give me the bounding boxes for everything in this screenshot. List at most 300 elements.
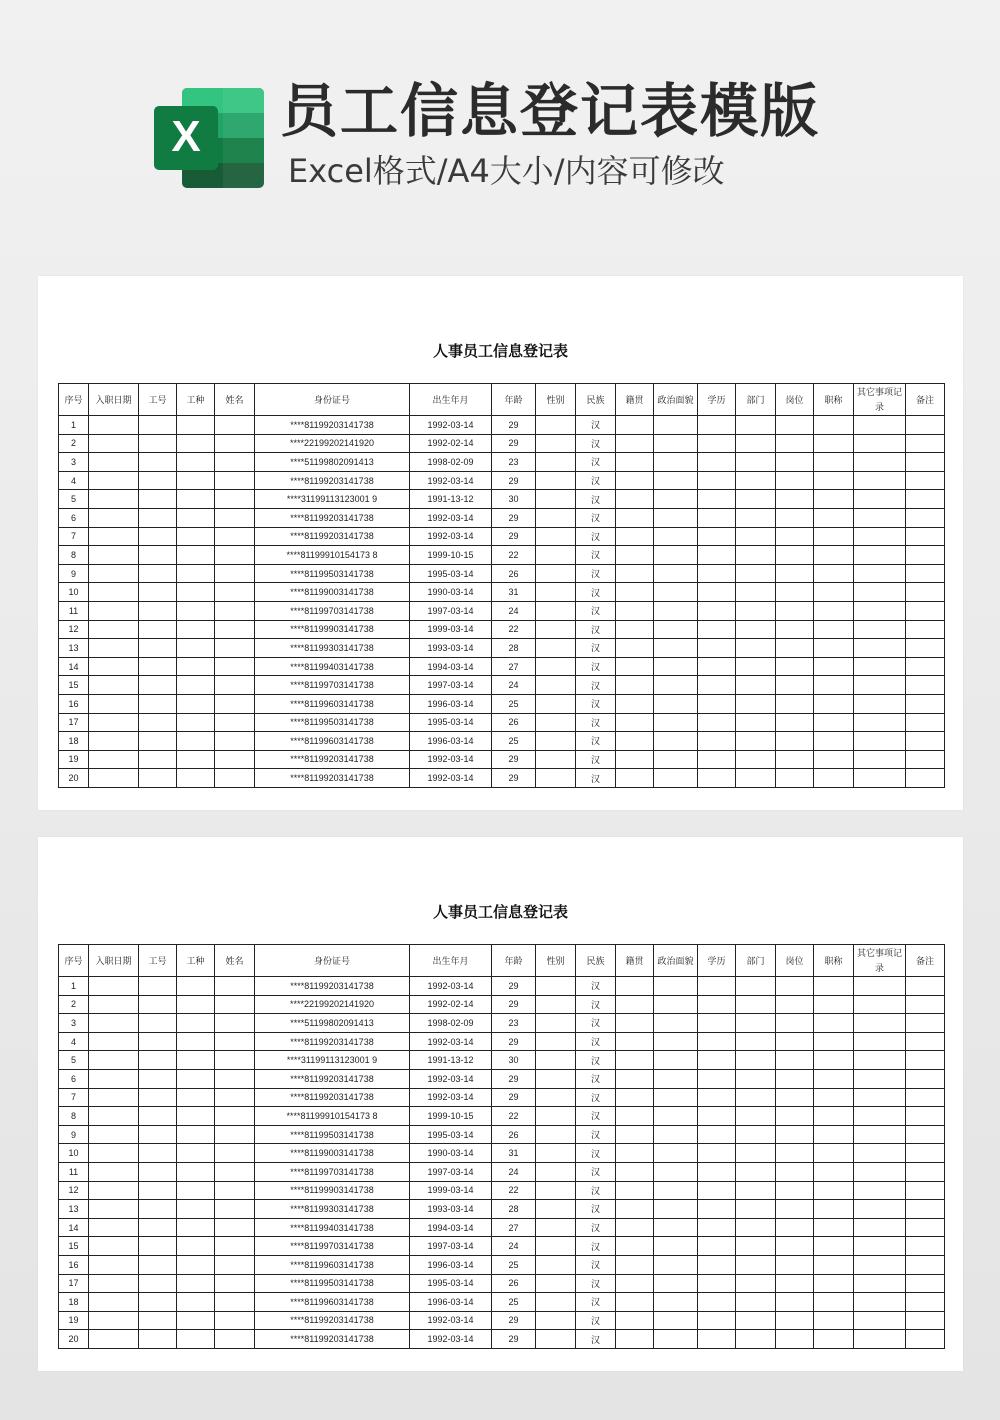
table-cell[interactable]: ****81199703141738 — [255, 676, 410, 695]
table-cell[interactable] — [616, 1237, 654, 1256]
table-cell[interactable] — [776, 1218, 814, 1237]
table-cell[interactable] — [654, 1274, 698, 1293]
table-cell[interactable] — [215, 1125, 255, 1144]
table-cell[interactable] — [906, 471, 945, 490]
table-cell[interactable]: 29 — [492, 508, 536, 527]
table-cell[interactable]: 汉 — [576, 1200, 616, 1219]
table-cell[interactable]: 19 — [59, 1311, 89, 1330]
table-cell[interactable] — [776, 1162, 814, 1181]
table-cell[interactable]: 1992-02-14 — [410, 434, 492, 453]
table-cell[interactable]: 24 — [492, 1237, 536, 1256]
table-cell[interactable] — [776, 995, 814, 1014]
table-cell[interactable] — [536, 1162, 576, 1181]
table-cell[interactable] — [814, 1125, 854, 1144]
table-cell[interactable]: 13 — [59, 1200, 89, 1219]
table-cell[interactable] — [616, 1181, 654, 1200]
table-cell[interactable] — [776, 750, 814, 769]
table-cell[interactable]: ****81199503141738 — [255, 1125, 410, 1144]
table-cell[interactable]: 26 — [492, 713, 536, 732]
table-cell[interactable] — [139, 546, 177, 565]
table-cell[interactable]: 9 — [59, 564, 89, 583]
table-cell[interactable]: 1990-03-14 — [410, 1144, 492, 1163]
table-cell[interactable] — [177, 657, 215, 676]
table-cell[interactable] — [814, 546, 854, 565]
table-cell[interactable] — [736, 1125, 776, 1144]
table-cell[interactable]: ****81199503141738 — [255, 564, 410, 583]
table-cell[interactable] — [736, 601, 776, 620]
table-cell[interactable]: 汉 — [576, 1293, 616, 1312]
table-cell[interactable] — [906, 657, 945, 676]
table-cell[interactable]: 22 — [492, 546, 536, 565]
table-cell[interactable]: 1994-03-14 — [410, 1218, 492, 1237]
table-cell[interactable]: 1996-03-14 — [410, 1293, 492, 1312]
table-cell[interactable] — [616, 1051, 654, 1070]
table-cell[interactable] — [177, 1051, 215, 1070]
table-cell[interactable] — [814, 1088, 854, 1107]
table-cell[interactable]: 1992-03-14 — [410, 1311, 492, 1330]
table-cell[interactable] — [906, 583, 945, 602]
table-cell[interactable]: 30 — [492, 490, 536, 509]
table-cell[interactable] — [736, 471, 776, 490]
table-cell[interactable] — [698, 564, 736, 583]
table-cell[interactable] — [215, 1200, 255, 1219]
table-cell[interactable] — [854, 527, 906, 546]
table-cell[interactable] — [89, 508, 139, 527]
table-cell[interactable]: ****81199203141738 — [255, 977, 410, 996]
table-cell[interactable] — [89, 977, 139, 996]
table-cell[interactable] — [906, 416, 945, 435]
table-cell[interactable] — [536, 995, 576, 1014]
table-cell[interactable]: 16 — [59, 694, 89, 713]
table-cell[interactable] — [854, 1218, 906, 1237]
table-cell[interactable] — [536, 1069, 576, 1088]
table-cell[interactable]: 8 — [59, 1107, 89, 1126]
table-cell[interactable] — [215, 416, 255, 435]
table-cell[interactable] — [536, 583, 576, 602]
table-cell[interactable] — [177, 1293, 215, 1312]
table-cell[interactable] — [906, 713, 945, 732]
table-cell[interactable] — [215, 1237, 255, 1256]
table-cell[interactable] — [854, 1255, 906, 1274]
table-cell[interactable] — [736, 1293, 776, 1312]
table-cell[interactable]: ****81199203141738 — [255, 750, 410, 769]
table-cell[interactable] — [776, 676, 814, 695]
table-cell[interactable]: 1998-02-09 — [410, 453, 492, 472]
table-cell[interactable] — [139, 1162, 177, 1181]
table-cell[interactable] — [698, 490, 736, 509]
table-cell[interactable]: 汉 — [576, 1032, 616, 1051]
table-cell[interactable] — [906, 732, 945, 751]
table-cell[interactable] — [906, 1107, 945, 1126]
table-cell[interactable] — [89, 1014, 139, 1033]
table-cell[interactable] — [536, 1330, 576, 1349]
table-cell[interactable]: 汉 — [576, 583, 616, 602]
table-cell[interactable]: 29 — [492, 416, 536, 435]
table-cell[interactable]: 汉 — [576, 471, 616, 490]
table-cell[interactable]: 18 — [59, 732, 89, 751]
table-cell[interactable] — [698, 508, 736, 527]
table-cell[interactable] — [177, 471, 215, 490]
table-cell[interactable]: 1992-03-14 — [410, 1330, 492, 1349]
table-cell[interactable] — [616, 1218, 654, 1237]
table-cell[interactable]: 9 — [59, 1125, 89, 1144]
table-cell[interactable] — [177, 713, 215, 732]
table-cell[interactable] — [698, 1293, 736, 1312]
table-cell[interactable]: 29 — [492, 471, 536, 490]
table-cell[interactable] — [616, 694, 654, 713]
table-cell[interactable]: ****81199203141738 — [255, 769, 410, 788]
table-cell[interactable] — [89, 713, 139, 732]
table-cell[interactable] — [139, 490, 177, 509]
table-cell[interactable] — [616, 1088, 654, 1107]
table-cell[interactable] — [215, 1181, 255, 1200]
table-cell[interactable] — [654, 1181, 698, 1200]
table-cell[interactable]: 7 — [59, 1088, 89, 1107]
table-cell[interactable] — [736, 1237, 776, 1256]
table-cell[interactable] — [698, 434, 736, 453]
table-cell[interactable] — [215, 1107, 255, 1126]
table-cell[interactable]: 汉 — [576, 977, 616, 996]
table-cell[interactable] — [654, 1051, 698, 1070]
table-cell[interactable]: 汉 — [576, 527, 616, 546]
table-cell[interactable] — [654, 508, 698, 527]
table-cell[interactable] — [736, 1051, 776, 1070]
table-cell[interactable]: 1 — [59, 977, 89, 996]
table-cell[interactable] — [89, 453, 139, 472]
table-cell[interactable]: 汉 — [576, 620, 616, 639]
table-cell[interactable] — [616, 995, 654, 1014]
table-cell[interactable]: 汉 — [576, 453, 616, 472]
table-cell[interactable] — [616, 657, 654, 676]
table-cell[interactable] — [215, 620, 255, 639]
table-cell[interactable] — [536, 1107, 576, 1126]
table-cell[interactable]: 1999-03-14 — [410, 1181, 492, 1200]
table-cell[interactable] — [736, 750, 776, 769]
table-cell[interactable] — [698, 527, 736, 546]
table-cell[interactable] — [698, 769, 736, 788]
table-cell[interactable] — [854, 769, 906, 788]
table-cell[interactable]: ****51199802091413 — [255, 453, 410, 472]
table-cell[interactable] — [215, 977, 255, 996]
table-cell[interactable] — [776, 490, 814, 509]
table-cell[interactable] — [177, 639, 215, 658]
table-cell[interactable] — [698, 1311, 736, 1330]
table-cell[interactable] — [776, 1125, 814, 1144]
table-cell[interactable] — [616, 527, 654, 546]
table-cell[interactable]: 25 — [492, 694, 536, 713]
table-cell[interactable]: ****81199303141738 — [255, 1200, 410, 1219]
table-cell[interactable]: 汉 — [576, 676, 616, 695]
table-cell[interactable] — [698, 1162, 736, 1181]
table-cell[interactable]: ****81199703141738 — [255, 1237, 410, 1256]
table-cell[interactable] — [616, 1200, 654, 1219]
table-cell[interactable] — [854, 601, 906, 620]
table-cell[interactable] — [177, 769, 215, 788]
table-cell[interactable]: 1992-03-14 — [410, 1069, 492, 1088]
table-cell[interactable] — [906, 1293, 945, 1312]
table-cell[interactable] — [698, 1032, 736, 1051]
table-cell[interactable] — [616, 1107, 654, 1126]
table-cell[interactable] — [906, 1237, 945, 1256]
table-cell[interactable] — [736, 1255, 776, 1274]
table-cell[interactable] — [654, 639, 698, 658]
table-cell[interactable] — [215, 527, 255, 546]
table-cell[interactable] — [139, 995, 177, 1014]
table-cell[interactable] — [536, 471, 576, 490]
table-cell[interactable] — [177, 1200, 215, 1219]
table-cell[interactable] — [654, 694, 698, 713]
table-cell[interactable] — [814, 977, 854, 996]
table-cell[interactable] — [177, 1311, 215, 1330]
table-cell[interactable] — [177, 1330, 215, 1349]
table-cell[interactable] — [698, 750, 736, 769]
table-cell[interactable] — [654, 1125, 698, 1144]
table-cell[interactable] — [616, 713, 654, 732]
table-cell[interactable] — [814, 676, 854, 695]
table-cell[interactable] — [616, 639, 654, 658]
table-cell[interactable]: 1998-02-09 — [410, 1014, 492, 1033]
table-cell[interactable]: ****81199703141738 — [255, 1162, 410, 1181]
table-cell[interactable] — [89, 620, 139, 639]
table-cell[interactable] — [698, 995, 736, 1014]
table-cell[interactable] — [139, 639, 177, 658]
table-cell[interactable] — [616, 1014, 654, 1033]
table-cell[interactable] — [854, 639, 906, 658]
table-cell[interactable] — [736, 1014, 776, 1033]
table-cell[interactable] — [177, 546, 215, 565]
table-cell[interactable] — [139, 1069, 177, 1088]
table-cell[interactable]: ****81199003141738 — [255, 583, 410, 602]
table-cell[interactable] — [654, 1107, 698, 1126]
table-cell[interactable] — [698, 1107, 736, 1126]
table-cell[interactable] — [536, 1051, 576, 1070]
table-cell[interactable] — [906, 434, 945, 453]
table-cell[interactable] — [215, 657, 255, 676]
table-cell[interactable] — [89, 1181, 139, 1200]
table-cell[interactable] — [654, 453, 698, 472]
table-cell[interactable]: ****22199202141920 — [255, 995, 410, 1014]
table-cell[interactable] — [139, 434, 177, 453]
table-cell[interactable]: 1995-03-14 — [410, 564, 492, 583]
table-cell[interactable] — [177, 527, 215, 546]
table-cell[interactable] — [89, 527, 139, 546]
table-cell[interactable] — [616, 1330, 654, 1349]
table-cell[interactable]: 19 — [59, 750, 89, 769]
table-cell[interactable] — [177, 620, 215, 639]
table-cell[interactable] — [654, 1237, 698, 1256]
table-cell[interactable]: ****81199503141738 — [255, 713, 410, 732]
table-cell[interactable] — [89, 639, 139, 658]
table-cell[interactable]: 1992-03-14 — [410, 1088, 492, 1107]
table-cell[interactable] — [215, 995, 255, 1014]
table-cell[interactable] — [89, 1069, 139, 1088]
table-cell[interactable]: 汉 — [576, 657, 616, 676]
table-cell[interactable] — [814, 564, 854, 583]
table-cell[interactable]: 18 — [59, 1293, 89, 1312]
table-cell[interactable]: 15 — [59, 676, 89, 695]
table-cell[interactable] — [854, 490, 906, 509]
table-cell[interactable]: 1993-03-14 — [410, 1200, 492, 1219]
table-cell[interactable]: 15 — [59, 1237, 89, 1256]
table-cell[interactable] — [736, 490, 776, 509]
table-cell[interactable]: 16 — [59, 1255, 89, 1274]
table-cell[interactable] — [536, 639, 576, 658]
table-cell[interactable] — [698, 1125, 736, 1144]
table-cell[interactable]: 4 — [59, 1032, 89, 1051]
table-cell[interactable] — [776, 453, 814, 472]
table-cell[interactable]: 26 — [492, 1125, 536, 1144]
table-cell[interactable] — [139, 508, 177, 527]
table-cell[interactable]: 1992-03-14 — [410, 471, 492, 490]
table-cell[interactable] — [814, 490, 854, 509]
table-cell[interactable] — [139, 601, 177, 620]
table-cell[interactable] — [215, 1051, 255, 1070]
table-cell[interactable] — [177, 1237, 215, 1256]
table-cell[interactable] — [177, 1032, 215, 1051]
table-cell[interactable]: 1991-13-12 — [410, 490, 492, 509]
table-cell[interactable] — [854, 546, 906, 565]
table-cell[interactable] — [736, 1032, 776, 1051]
table-cell[interactable]: ****81199603141738 — [255, 732, 410, 751]
table-cell[interactable] — [814, 694, 854, 713]
table-cell[interactable] — [177, 750, 215, 769]
table-cell[interactable] — [536, 1255, 576, 1274]
table-cell[interactable] — [814, 1200, 854, 1219]
table-cell[interactable]: 汉 — [576, 1125, 616, 1144]
table-cell[interactable] — [906, 1069, 945, 1088]
table-cell[interactable]: 汉 — [576, 546, 616, 565]
table-cell[interactable]: 汉 — [576, 1144, 616, 1163]
table-cell[interactable] — [906, 1274, 945, 1293]
table-cell[interactable] — [854, 995, 906, 1014]
table-cell[interactable] — [654, 527, 698, 546]
table-cell[interactable] — [814, 1293, 854, 1312]
table-cell[interactable] — [139, 732, 177, 751]
table-cell[interactable] — [814, 750, 854, 769]
table-cell[interactable] — [906, 694, 945, 713]
table-cell[interactable] — [616, 620, 654, 639]
table-cell[interactable] — [215, 564, 255, 583]
table-cell[interactable]: 29 — [492, 977, 536, 996]
table-cell[interactable] — [536, 732, 576, 751]
table-cell[interactable]: 24 — [492, 601, 536, 620]
table-cell[interactable] — [698, 1051, 736, 1070]
table-cell[interactable] — [177, 601, 215, 620]
table-cell[interactable]: 20 — [59, 769, 89, 788]
table-cell[interactable] — [536, 1237, 576, 1256]
table-cell[interactable] — [776, 713, 814, 732]
table-cell[interactable] — [177, 564, 215, 583]
table-cell[interactable] — [654, 601, 698, 620]
table-cell[interactable]: 3 — [59, 453, 89, 472]
table-cell[interactable] — [776, 694, 814, 713]
table-cell[interactable] — [906, 1162, 945, 1181]
table-cell[interactable] — [139, 1181, 177, 1200]
table-cell[interactable] — [906, 1144, 945, 1163]
table-cell[interactable]: 汉 — [576, 694, 616, 713]
table-cell[interactable]: ****81199203141738 — [255, 1088, 410, 1107]
table-cell[interactable] — [736, 453, 776, 472]
table-cell[interactable]: 28 — [492, 639, 536, 658]
table-cell[interactable] — [215, 1330, 255, 1349]
table-cell[interactable] — [906, 639, 945, 658]
table-cell[interactable] — [906, 527, 945, 546]
table-cell[interactable] — [89, 1051, 139, 1070]
table-cell[interactable]: 5 — [59, 490, 89, 509]
table-cell[interactable] — [906, 620, 945, 639]
table-cell[interactable] — [177, 1144, 215, 1163]
table-cell[interactable] — [89, 1311, 139, 1330]
table-cell[interactable] — [89, 1088, 139, 1107]
table-cell[interactable] — [854, 1330, 906, 1349]
table-cell[interactable]: ****81199703141738 — [255, 601, 410, 620]
table-cell[interactable] — [906, 1051, 945, 1070]
table-cell[interactable] — [654, 471, 698, 490]
table-cell[interactable] — [654, 1088, 698, 1107]
table-cell[interactable] — [776, 769, 814, 788]
table-cell[interactable] — [89, 416, 139, 435]
table-cell[interactable]: ****81199603141738 — [255, 694, 410, 713]
table-cell[interactable] — [698, 977, 736, 996]
table-cell[interactable]: 汉 — [576, 416, 616, 435]
table-cell[interactable]: 2 — [59, 434, 89, 453]
table-cell[interactable]: 汉 — [576, 490, 616, 509]
table-cell[interactable] — [906, 995, 945, 1014]
table-cell[interactable] — [89, 694, 139, 713]
table-cell[interactable]: 31 — [492, 1144, 536, 1163]
table-cell[interactable] — [139, 1237, 177, 1256]
table-cell[interactable] — [215, 1311, 255, 1330]
table-cell[interactable] — [215, 1274, 255, 1293]
table-cell[interactable] — [139, 1125, 177, 1144]
table-cell[interactable] — [776, 1088, 814, 1107]
table-cell[interactable] — [854, 583, 906, 602]
table-cell[interactable] — [854, 713, 906, 732]
table-cell[interactable]: ****81199303141738 — [255, 639, 410, 658]
table-cell[interactable] — [616, 769, 654, 788]
table-cell[interactable] — [814, 601, 854, 620]
table-cell[interactable] — [177, 995, 215, 1014]
table-cell[interactable] — [616, 1032, 654, 1051]
table-cell[interactable]: 汉 — [576, 1181, 616, 1200]
table-cell[interactable] — [854, 1162, 906, 1181]
table-cell[interactable] — [814, 620, 854, 639]
table-cell[interactable] — [139, 416, 177, 435]
table-cell[interactable] — [536, 1144, 576, 1163]
table-cell[interactable] — [854, 1014, 906, 1033]
table-cell[interactable]: 29 — [492, 1088, 536, 1107]
table-cell[interactable] — [616, 546, 654, 565]
table-cell[interactable]: 11 — [59, 1162, 89, 1181]
table-cell[interactable] — [906, 1311, 945, 1330]
table-cell[interactable]: 汉 — [576, 713, 616, 732]
table-cell[interactable]: ****81199203141738 — [255, 1069, 410, 1088]
table-cell[interactable] — [906, 1181, 945, 1200]
table-cell[interactable] — [616, 1144, 654, 1163]
table-cell[interactable] — [776, 657, 814, 676]
table-cell[interactable]: 汉 — [576, 1330, 616, 1349]
table-cell[interactable]: 1997-03-14 — [410, 1162, 492, 1181]
table-cell[interactable] — [736, 1218, 776, 1237]
table-cell[interactable] — [139, 1255, 177, 1274]
table-cell[interactable] — [215, 1014, 255, 1033]
table-cell[interactable] — [854, 416, 906, 435]
table-cell[interactable] — [616, 1255, 654, 1274]
table-cell[interactable]: 1997-03-14 — [410, 1237, 492, 1256]
table-cell[interactable] — [616, 977, 654, 996]
table-cell[interactable] — [776, 1330, 814, 1349]
table-cell[interactable] — [906, 601, 945, 620]
